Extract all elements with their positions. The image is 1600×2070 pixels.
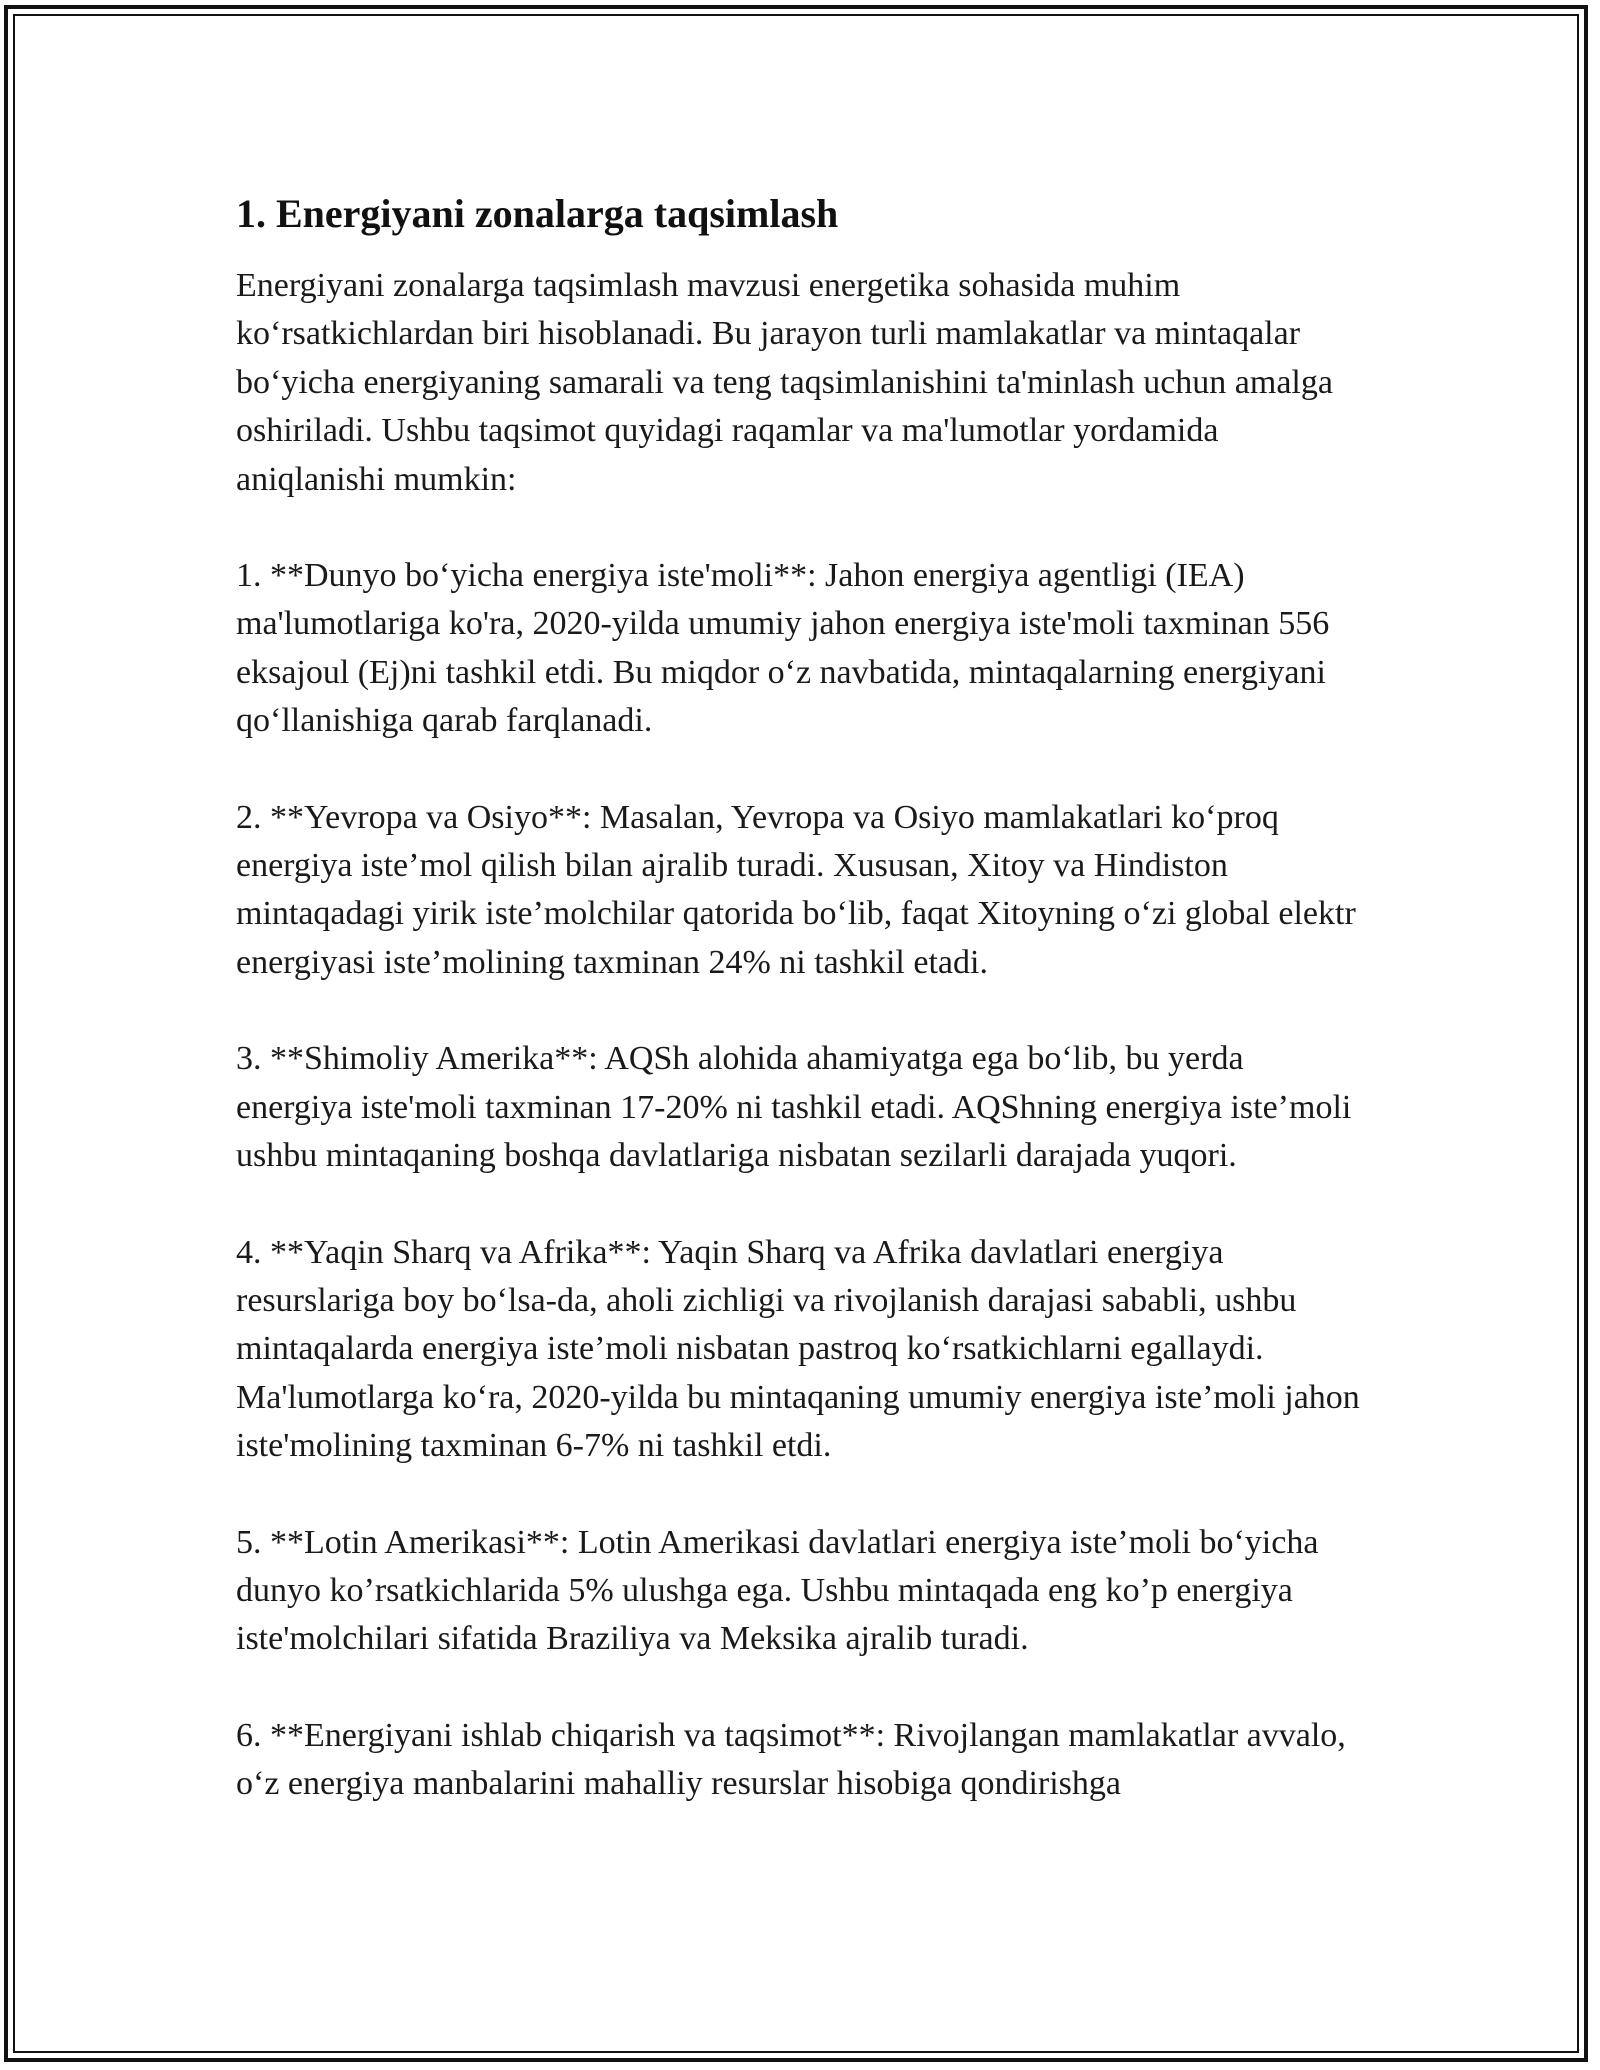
list-item-latin-america: 5. **Lotin Amerikasi**: Lotin Amerikasi davlatlari energiya iste’moli boʻyicha dunyo ko’rsatkichlarida 5% ulushga ega. Ushbu mintaqada eng ko’p energiya iste'molchilari sifatida Braziliya va Meksika ajralib turadi.: [236, 1523, 1319, 1658]
list-item-middle-east-africa: 4. **Yaqin Sharq va Afrika**: Yaqin Sharq va Afrika davlatlari energiya resurslariga boy boʻlsa-da, aholi zichligi va rivojlanish darajasi sababli, ushbu mintaqalarda energiya iste’moli nisbatan pastroq koʻrsatkichlarni egallaydi. Ma'lumotlarga koʻra, 2020-yilda bu mintaqaning umumiy energiya iste’moli jahon iste'molining taxminan 6-7% ni tashkil etdi.: [236, 1233, 1360, 1465]
list-item-production-distribution: 6. **Energiyani ishlab chiqarish va taqsimot**: Rivojlangan mamlakatlar avvalo, oʻz energiya manbalarini mahalliy resurslar hisobiga qondirishga: [236, 1716, 1346, 1803]
list-item-world-consumption: 1. **Dunyo boʻyicha energiya iste'moli**: Jahon energiya agentligi (IEA) ma'lumotlariga ko'ra, 2020-yilda umumiy jahon energiya iste'moli taxminan 556 eksajoul (Ej)ni tashkil etdi. Bu miqdor oʻz navbatida, mintaqalarning energiyani qoʻllanishiga qarab farqlanadi.: [236, 557, 1330, 740]
list-item-europe-asia: 2. **Yevropa va Osiyo**: Masalan, Yevropa va Osiyo mamlakatlari koʻproq energiya iste’mol qilish bilan ajralib turadi. Xususan, Xitoy va Hindiston mintaqadagi yirik iste’molchilar qatorida boʻlib, faqat Xitoyning oʻzi global elektr energiyasi iste’molining taxminan 24% ni tashkil etadi.: [236, 798, 1356, 981]
intro-paragraph: Energiyani zonalarga taqsimlash mavzusi energetika sohasida muhim koʻrsatkichlardan biri hisoblanadi. Bu jarayon turli mamlakatlar va mintaqalar boʻyicha energiyaning samarali va teng taqsimlanishini ta'minlash uchun amalga oshiriladi. Ushbu taqsimot quyidagi raqamlar va ma'lumotlar yordamida aniqlanishi mumkin:: [236, 267, 1333, 498]
list-item-north-america: 3. **Shimoliy Amerika**: AQSh alohida ahamiyatga ega boʻlib, bu yerda energiya iste'moli taxminan 17-20% ni tashkil etadi. AQShning energiya iste’moli ushbu mintaqaning boshqa davlatlariga nisbatan sezilarli darajada yuqori.: [236, 1040, 1352, 1175]
document-title: 1. Energiyani zonalarga taqsimlash: [236, 191, 839, 236]
document-body: [236, 186, 1366, 1809]
